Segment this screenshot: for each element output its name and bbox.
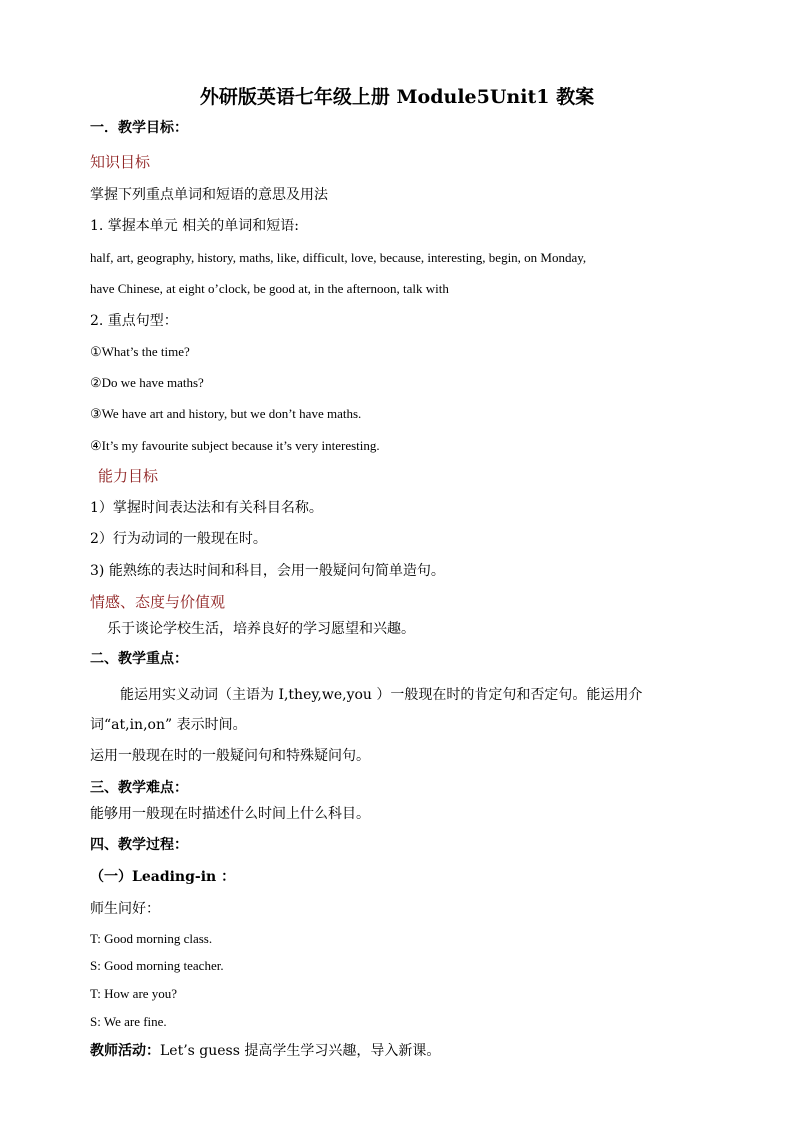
dialogue-4: S: We are fine. bbox=[90, 1014, 167, 1029]
item-1: 1. 掌握本单元 相关的单词和短语: bbox=[90, 218, 299, 234]
emotion-text: 乐于谈论学校生活，培养良好的学习愿望和兴趣。 bbox=[107, 621, 415, 637]
heading-emotion: 情感、态度与价值观 bbox=[90, 593, 226, 611]
key-point-1: 能运用实义动词（主语为 I,they,we,you ）一般现在时的肯定句和否定句。能运用介 bbox=[120, 687, 643, 703]
words-line-1: half, art, geography, history, maths, like, difficult, love, because, interesting, begin, on Monday, bbox=[90, 250, 587, 265]
knowledge-intro: 掌握下列重点单词和短语的意思及用法 bbox=[90, 187, 328, 203]
dialogue-1: T: Good morning class. bbox=[90, 931, 213, 946]
words-line-2: have Chinese, at eight o’clock, be good at, in the afternoon, talk with bbox=[90, 281, 449, 296]
activity-text: Let’s guess 提高学生学习兴趣，导入新课。 bbox=[160, 1043, 441, 1059]
ability-3: 3) 能熟练的表达时间和科目，会用一般疑问句简单造句。 bbox=[90, 563, 445, 579]
teacher-activity bbox=[90, 1042, 440, 1060]
greeting: 师生问好： bbox=[90, 901, 160, 917]
heading-ability: 能力目标 bbox=[98, 467, 159, 485]
dialogue-3: T: How are you? bbox=[90, 986, 178, 1001]
heading-process: 四、教学过程： bbox=[90, 837, 188, 853]
sentence-1: ①What’s the time? bbox=[90, 344, 190, 359]
difficulty-text: 能够用一般现在时描述什么时间上什么科目。 bbox=[90, 806, 370, 822]
sentence-2: ②Do we have maths? bbox=[90, 375, 204, 390]
sentence-4: ④It’s my favourite subject because it’s very interesting. bbox=[90, 438, 380, 453]
item-2: 2. 重点句型： bbox=[90, 313, 178, 329]
ability-2: 2）行为动词的一般现在时。 bbox=[90, 531, 267, 547]
activity-label: 教师活动： bbox=[90, 1043, 160, 1059]
sentence-3: ③We have art and history, but we don’t have maths. bbox=[90, 406, 362, 421]
dialogue-2: S: Good morning teacher. bbox=[90, 958, 224, 973]
ability-1: 1）掌握时间表达法和有关科目名称。 bbox=[90, 500, 323, 516]
key-point-3: 运用一般现在时的一般疑问句和特殊疑问句。 bbox=[90, 748, 370, 764]
heading-key-points: 二、教学重点： bbox=[90, 651, 188, 667]
key-point-2: 词“at,in,on” 表示时间。 bbox=[90, 717, 247, 733]
heading-objectives: 一．教学目标： bbox=[90, 120, 188, 136]
heading-difficulty: 三、教学难点： bbox=[90, 780, 188, 796]
heading-knowledge: 知识目标 bbox=[90, 153, 151, 171]
document-title: 外研版英语七年级上册 Module5Unit1 教案 bbox=[199, 86, 595, 108]
heading-leading-in: （一）Leading-in ： bbox=[90, 869, 236, 885]
